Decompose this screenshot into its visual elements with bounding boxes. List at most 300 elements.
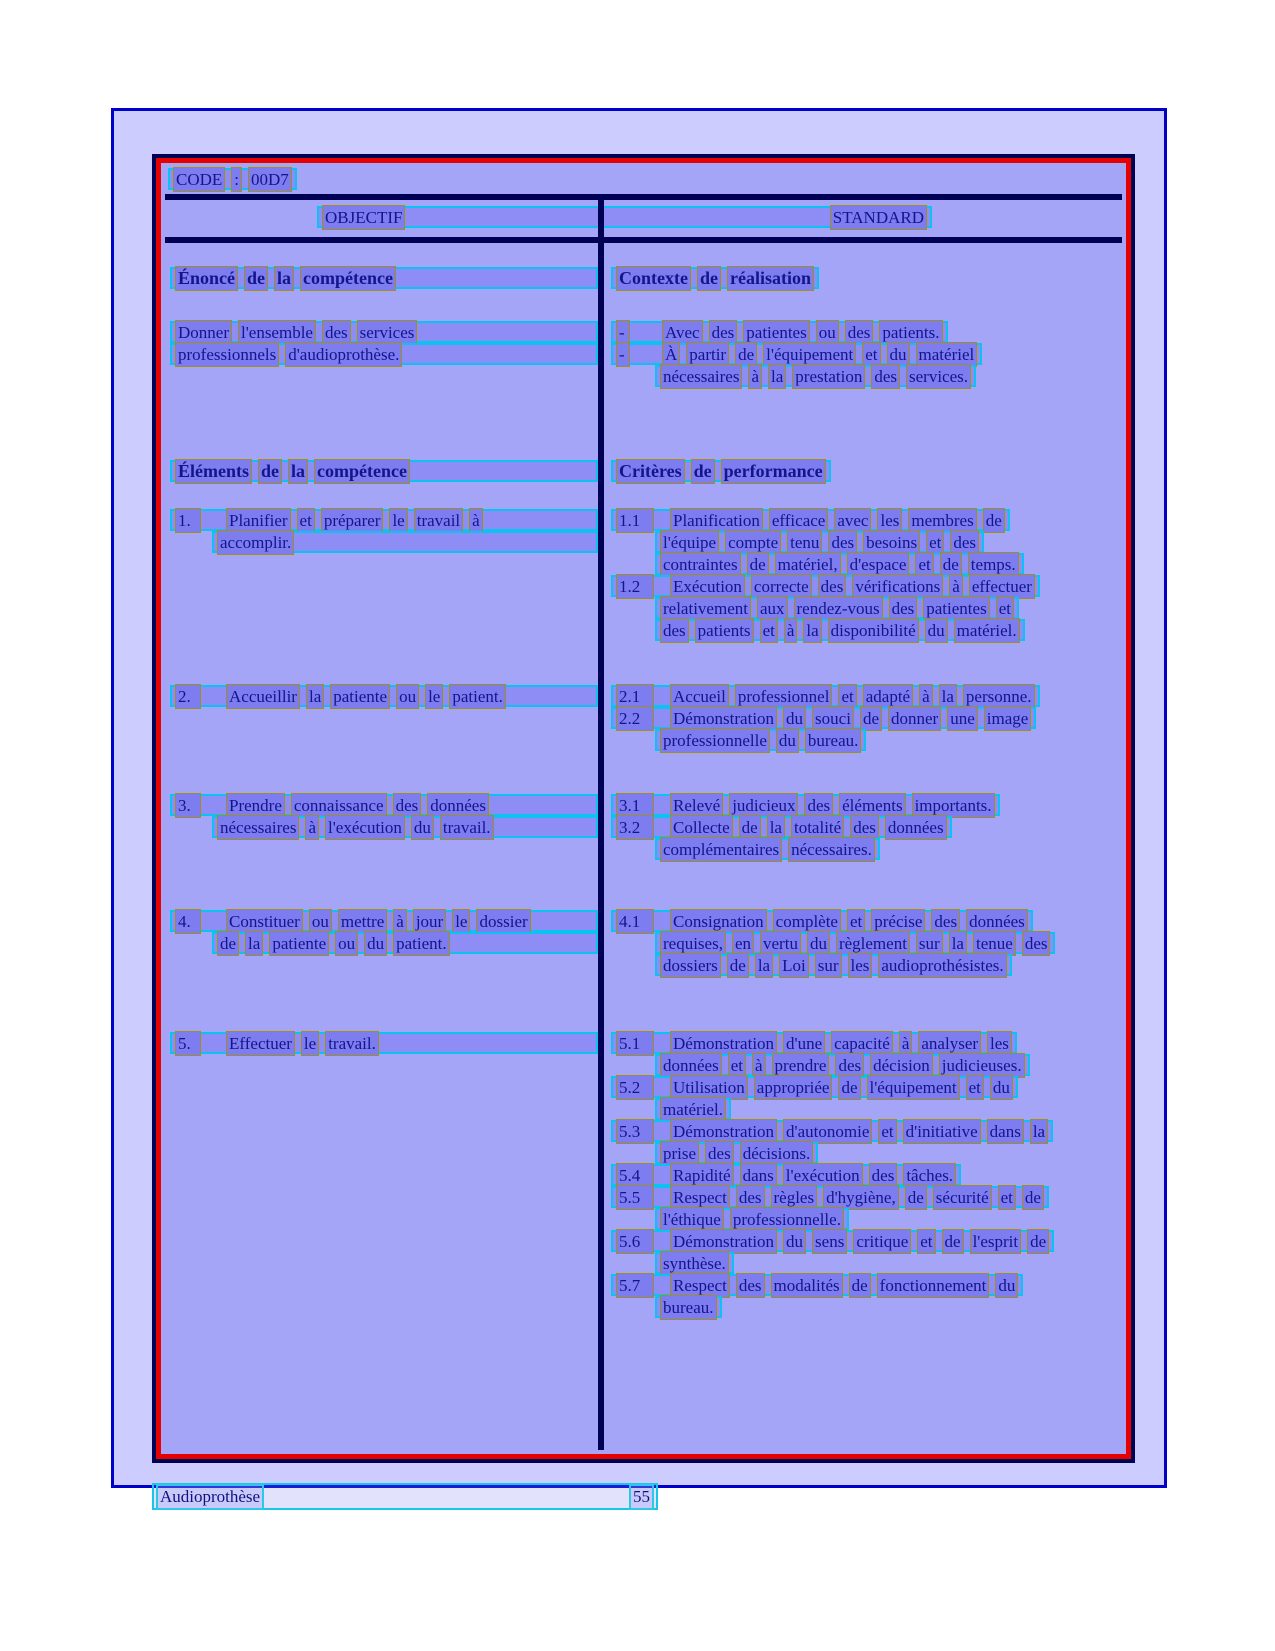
ocr-word: d'une	[783, 1031, 825, 1056]
ocr-word: analyser	[918, 1031, 981, 1056]
ocr-word: compte	[725, 530, 781, 555]
ocr-word: bureau.	[660, 1295, 717, 1320]
ocr-word: de	[691, 459, 715, 484]
ocr-line	[655, 1098, 731, 1120]
ocr-word: critique	[853, 1229, 911, 1254]
ocr-word: Donner	[175, 320, 232, 345]
column-divider	[598, 194, 604, 1450]
item-number: 5.4	[616, 1163, 654, 1188]
ocr-word: Démonstration	[670, 1119, 777, 1144]
ocr-word: et	[926, 530, 944, 555]
ocr-word: de	[244, 266, 268, 291]
item-number: 3.	[175, 793, 201, 818]
ocr-word: des	[871, 364, 900, 389]
ocr-word: Exécution	[670, 574, 745, 599]
ocr-word: de	[1027, 1229, 1049, 1254]
ocr-word: Démonstration	[670, 1031, 777, 1056]
item-number: 1.2	[616, 574, 654, 599]
ocr-word: à	[949, 574, 963, 599]
code-word: CODE	[173, 167, 225, 192]
ocr-word: des	[889, 596, 918, 621]
ocr-word: du	[887, 342, 910, 367]
column-header-line	[317, 206, 932, 228]
ocr-word: des	[393, 793, 422, 818]
ocr-word: les	[877, 508, 902, 533]
ocr-word: la	[1030, 1119, 1048, 1144]
ocr-word: bureau.	[805, 728, 862, 753]
ocr-word: du	[925, 618, 948, 643]
ocr-word: l'éthique	[660, 1207, 724, 1232]
ocr-word: décision	[870, 1053, 933, 1078]
ocr-word: de	[983, 508, 1005, 533]
ocr-word: patientes	[743, 320, 809, 345]
ocr-word: d'espace	[847, 552, 910, 577]
column-header-row	[165, 200, 1122, 237]
ocr-word: partir	[686, 342, 729, 367]
ocr-word: Planifier	[226, 508, 291, 533]
ocr-word: et	[917, 1229, 935, 1254]
ocr-word: de	[838, 1075, 860, 1100]
ocr-word: travail.	[440, 815, 494, 840]
ocr-word: et	[297, 508, 315, 533]
ocr-word: complémentaires	[660, 837, 782, 862]
ocr-line	[611, 685, 1040, 707]
ocr-word: accomplir.	[217, 530, 294, 555]
ocr-word: de	[727, 953, 749, 978]
item-number: -	[616, 320, 630, 345]
ocr-word: membres	[908, 508, 976, 533]
ocr-word: matériel,	[775, 552, 841, 577]
ocr-word: des	[709, 320, 738, 345]
standard-column	[611, 244, 1118, 1450]
ocr-word: nécessaires	[660, 364, 742, 389]
ocr-word: de	[258, 459, 282, 484]
ocr-word: la	[803, 618, 821, 643]
ocr-word: à	[469, 508, 483, 533]
ocr-word: la	[767, 815, 785, 840]
ocr-word: compétence	[314, 459, 410, 484]
ocr-word: rendez-vous	[794, 596, 883, 621]
ocr-word: la	[939, 684, 957, 709]
item-number: 5.2	[616, 1075, 654, 1100]
item-number: 5.3	[616, 1119, 654, 1144]
ocr-word: à	[919, 684, 933, 709]
ocr-line	[611, 910, 1033, 932]
ocr-word: du	[783, 1229, 806, 1254]
ocr-line	[611, 1230, 1054, 1252]
ocr-word: professionnels	[175, 342, 279, 367]
item-number: 5.1	[616, 1031, 654, 1056]
ocr-word: une	[947, 706, 978, 731]
ocr-word: requises,	[660, 931, 726, 956]
ocr-word: sens	[812, 1229, 847, 1254]
item-number: 1.1	[616, 508, 654, 533]
ocr-word: vertu	[760, 931, 801, 956]
heading-criteres	[611, 460, 831, 482]
ocr-word: appropriée	[754, 1075, 833, 1100]
ocr-word: prendre	[772, 1053, 830, 1078]
ocr-word: des	[845, 320, 874, 345]
ocr-word: des	[835, 1053, 864, 1078]
heading-elements	[170, 460, 598, 482]
ocr-word: professionnelle.	[730, 1207, 844, 1232]
competency-table	[152, 154, 1135, 1463]
ocr-word: des	[931, 909, 960, 934]
ocr-word: donner	[888, 706, 941, 731]
ocr-word: la	[274, 266, 294, 291]
ocr-line	[170, 910, 598, 932]
ocr-line	[611, 575, 1040, 597]
ocr-line	[212, 816, 598, 838]
ocr-word: sécurité	[933, 1185, 992, 1210]
ocr-word: temps.	[968, 552, 1019, 577]
item-number: 3.2	[616, 815, 654, 840]
ocr-word: des	[736, 1185, 765, 1210]
ocr-word: du	[364, 931, 387, 956]
ocr-word: des	[818, 574, 847, 599]
ocr-word: judicieuses.	[939, 1053, 1025, 1078]
ocr-word: de	[739, 815, 761, 840]
ocr-line	[212, 932, 598, 954]
ocr-word: effectuer	[969, 574, 1035, 599]
ocr-line	[611, 321, 948, 343]
ocr-word: besoins	[863, 530, 920, 555]
ocr-word: À	[662, 342, 680, 367]
ocr-word: de	[849, 1273, 871, 1298]
ocr-line	[655, 932, 1055, 954]
ocr-word: professionnelle	[660, 728, 770, 753]
competency-table-inner	[156, 158, 1131, 1459]
ocr-word: des	[850, 815, 879, 840]
ocr-word: jour	[413, 909, 446, 934]
ocr-word: Collecte	[670, 815, 733, 840]
ocr-word: les	[848, 953, 873, 978]
ocr-word: Critères	[616, 459, 685, 484]
ocr-word: du	[783, 706, 806, 731]
ocr-word: le	[301, 1031, 319, 1056]
ocr-word: des	[660, 618, 689, 643]
ocr-word: disponibilité	[828, 618, 919, 643]
ocr-word: personne.	[963, 684, 1035, 709]
ocr-word: l'exécution	[325, 815, 405, 840]
ocr-word: de	[217, 931, 239, 956]
ocr-line	[611, 1120, 1053, 1142]
ocr-word: Effectuer	[226, 1031, 295, 1056]
ocr-line	[611, 1076, 1018, 1098]
ocr-word: la	[755, 953, 773, 978]
ocr-word: d'hygiène,	[823, 1185, 899, 1210]
ocr-word: Constituer	[226, 909, 303, 934]
ocr-word: ou	[309, 909, 332, 934]
code-word: :	[231, 167, 242, 192]
item-number: 2.	[175, 684, 201, 709]
ocr-word: aux	[757, 596, 788, 621]
ocr-word: données	[966, 909, 1028, 934]
ocr-word: Éléments	[175, 459, 252, 484]
ocr-word: la	[306, 684, 324, 709]
heading-contexte	[611, 267, 819, 289]
ocr-word: services.	[906, 364, 971, 389]
ocr-line	[655, 365, 976, 387]
ocr-word: dossiers	[660, 953, 721, 978]
ocr-word: de	[747, 552, 769, 577]
ocr-line	[170, 509, 598, 531]
ocr-word: et	[862, 342, 880, 367]
ocr-word: modalités	[771, 1273, 843, 1298]
ocr-word: dossier	[476, 909, 530, 934]
ocr-word: ou	[396, 684, 419, 709]
ocr-word: préparer	[321, 508, 384, 533]
ocr-word: l'ensemble	[238, 320, 316, 345]
ocr-word: la	[288, 459, 308, 484]
ocr-word: relativement	[660, 596, 751, 621]
ocr-line	[170, 343, 598, 365]
ocr-word: règlement	[836, 931, 910, 956]
ocr-word: patient.	[393, 931, 450, 956]
ocr-line	[611, 1032, 1017, 1054]
ocr-word: contraintes	[660, 552, 741, 577]
ocr-line	[212, 531, 598, 553]
ocr-line	[611, 343, 982, 365]
ocr-word: de	[942, 1229, 964, 1254]
ocr-word: Accueillir	[226, 684, 300, 709]
ocr-word: vérifications	[852, 574, 943, 599]
ocr-word: patient.	[449, 684, 506, 709]
ocr-word: des	[1022, 931, 1051, 956]
ocr-word: à	[305, 815, 319, 840]
code-word: 00D7	[248, 167, 292, 192]
ocr-word: l'esprit	[970, 1229, 1022, 1254]
ocr-word: services	[357, 320, 418, 345]
ocr-line	[655, 838, 880, 860]
ocr-word: à	[748, 364, 762, 389]
footer-title: Audioprothèse	[156, 1484, 264, 1510]
ocr-word: précise	[871, 909, 925, 934]
ocr-word: le	[452, 909, 470, 934]
code-line	[168, 168, 297, 190]
ocr-word: le	[425, 684, 443, 709]
ocr-word: de	[697, 266, 721, 291]
ocr-line	[655, 1296, 722, 1318]
ocr-word: Loi	[779, 953, 809, 978]
item-number: 5.5	[616, 1185, 654, 1210]
item-number: 4.1	[616, 909, 654, 934]
ocr-line	[611, 794, 1000, 816]
ocr-word: Respect	[670, 1185, 730, 1210]
item-number: 3.1	[616, 793, 654, 818]
ocr-word: à	[752, 1053, 766, 1078]
ocr-word: et	[847, 909, 865, 934]
ocr-word: et	[838, 684, 856, 709]
ocr-word: dans	[740, 1163, 777, 1188]
ocr-word: tenue	[973, 931, 1016, 956]
item-number: 5.6	[616, 1229, 654, 1254]
ocr-word: d'audioprothèse.	[285, 342, 402, 367]
ocr-word: données	[427, 793, 489, 818]
ocr-word: l'équipe	[660, 530, 719, 555]
ocr-word: capacité	[831, 1031, 893, 1056]
ocr-line	[611, 1274, 1023, 1296]
ocr-word: de	[735, 342, 757, 367]
ocr-word: patients	[695, 618, 754, 643]
ocr-word: et	[966, 1075, 984, 1100]
ocr-word: complète	[773, 909, 841, 934]
ocr-word: Rapidité	[670, 1163, 734, 1188]
ocr-word: règles	[771, 1185, 818, 1210]
ocr-word: d'initiative	[903, 1119, 981, 1144]
ocr-word: à	[784, 618, 798, 643]
ocr-word: du	[807, 931, 830, 956]
ocr-word: les	[987, 1031, 1012, 1056]
ocr-word: Démonstration	[670, 1229, 777, 1254]
ocr-word: et	[760, 618, 778, 643]
ocr-word: la	[245, 931, 263, 956]
ocr-word: image	[984, 706, 1032, 731]
ocr-line	[655, 553, 1024, 575]
ocr-word: adapté	[863, 684, 913, 709]
page-footer	[152, 1483, 658, 1510]
ocr-word: du	[776, 728, 799, 753]
ocr-word: l'exécution	[783, 1163, 863, 1188]
ocr-line	[655, 1142, 818, 1164]
ocr-word: travail	[414, 508, 463, 533]
ocr-word: matériel.	[660, 1097, 726, 1122]
ocr-word: à	[899, 1031, 913, 1056]
ocr-word: Planification	[670, 508, 763, 533]
ocr-word: nécessaires	[217, 815, 299, 840]
ocr-word: réalisation	[727, 266, 814, 291]
ocr-word: de	[1022, 1185, 1044, 1210]
ocr-word: de	[905, 1185, 927, 1210]
ocr-line	[655, 531, 984, 553]
heading-enonce	[170, 267, 598, 289]
ocr-word: en	[732, 931, 754, 956]
ocr-line	[655, 954, 1012, 976]
ocr-word: des	[322, 320, 351, 345]
item-number: 2.1	[616, 684, 654, 709]
ocr-word: l'équipement	[867, 1075, 960, 1100]
ocr-word: données	[660, 1053, 722, 1078]
ocr-line	[170, 685, 598, 707]
ocr-word: judicieux	[729, 793, 798, 818]
item-number: 1.	[175, 508, 201, 533]
ocr-line	[655, 1252, 734, 1274]
ocr-line	[611, 707, 1036, 729]
ocr-word: performance	[721, 459, 826, 484]
ocr-word: Démonstration	[670, 706, 777, 731]
ocr-word: compétence	[300, 266, 396, 291]
ocr-word: avec	[834, 508, 871, 533]
ocr-word: dans	[987, 1119, 1024, 1144]
ocr-word: Prendre	[226, 793, 285, 818]
ocr-word: du	[411, 815, 434, 840]
ocr-word: des	[950, 530, 979, 555]
ocr-line	[655, 1054, 1030, 1076]
ocr-word: Consignation	[670, 909, 767, 934]
ocr-word: travail.	[325, 1031, 379, 1056]
row-separator	[165, 237, 1122, 243]
ocr-word: données	[885, 815, 947, 840]
item-number: 5.7	[616, 1273, 654, 1298]
ocr-word: et	[878, 1119, 896, 1144]
ocr-word: Avec	[662, 320, 703, 345]
ocr-word: Respect	[670, 1273, 730, 1298]
ocr-word: Contexte	[616, 266, 691, 291]
ocr-word: du	[995, 1273, 1018, 1298]
ocr-line	[611, 1164, 961, 1186]
ocr-word: du	[990, 1075, 1013, 1100]
ocr-word: Relevé	[670, 793, 723, 818]
ocr-line	[170, 321, 598, 343]
ocr-line	[170, 1032, 598, 1054]
ocr-line	[655, 619, 1025, 641]
ocr-word: prestation	[792, 364, 865, 389]
table-body	[165, 244, 1122, 1450]
ocr-word: décisions.	[740, 1141, 814, 1166]
ocr-word: ou	[816, 320, 839, 345]
ocr-word: synthèse.	[660, 1251, 729, 1276]
ocr-word: des	[736, 1273, 765, 1298]
ocr-word: des	[828, 530, 857, 555]
ocr-line	[655, 729, 866, 751]
ocr-word: Utilisation	[670, 1075, 748, 1100]
ocr-word: Accueil	[670, 684, 729, 709]
ocr-word: patiente	[330, 684, 390, 709]
ocr-word: mettre	[338, 909, 387, 934]
ocr-word: souci	[812, 706, 854, 731]
ocr-word: fonctionnement	[877, 1273, 990, 1298]
ocr-word: importants.	[912, 793, 995, 818]
ocr-line	[655, 597, 1019, 619]
ocr-word: Énoncé	[175, 266, 238, 291]
ocr-word: tenu	[787, 530, 822, 555]
ocr-word: la	[949, 931, 967, 956]
ocr-word: des	[705, 1141, 734, 1166]
objectif-header: OBJECTIF	[322, 205, 405, 230]
ocr-line	[611, 1186, 1049, 1208]
ocr-line	[655, 1208, 849, 1230]
ocr-word: l'équipement	[763, 342, 856, 367]
ocr-word: audioprothésistes.	[878, 953, 1006, 978]
ocr-word: et	[915, 552, 933, 577]
ocr-word: sur	[916, 931, 943, 956]
ocr-word: professionnel	[735, 684, 833, 709]
ocr-word: patientes	[923, 596, 989, 621]
ocr-word: à	[393, 909, 407, 934]
ocr-word: des	[804, 793, 833, 818]
item-number: 5.	[175, 1031, 201, 1056]
row-separator	[165, 194, 1122, 200]
ocr-word: de	[860, 706, 882, 731]
item-number: 2.2	[616, 706, 654, 731]
ocr-word: le	[389, 508, 407, 533]
ocr-word: tâches.	[903, 1163, 956, 1188]
ocr-word: patients.	[879, 320, 942, 345]
ocr-line	[611, 509, 1010, 531]
page-number: 55	[629, 1484, 654, 1510]
table-content	[165, 167, 1122, 1450]
ocr-word: d'autonomie	[783, 1119, 872, 1144]
ocr-word: matériel	[916, 342, 978, 367]
ocr-line	[611, 816, 952, 838]
ocr-word: efficace	[769, 508, 828, 533]
ocr-word: nécessaires.	[788, 837, 875, 862]
ocr-word: de	[940, 552, 962, 577]
ocr-word: connaissance	[291, 793, 387, 818]
ocr-word: prise	[660, 1141, 699, 1166]
ocr-word: totalité	[791, 815, 844, 840]
ocr-word: et	[996, 596, 1014, 621]
